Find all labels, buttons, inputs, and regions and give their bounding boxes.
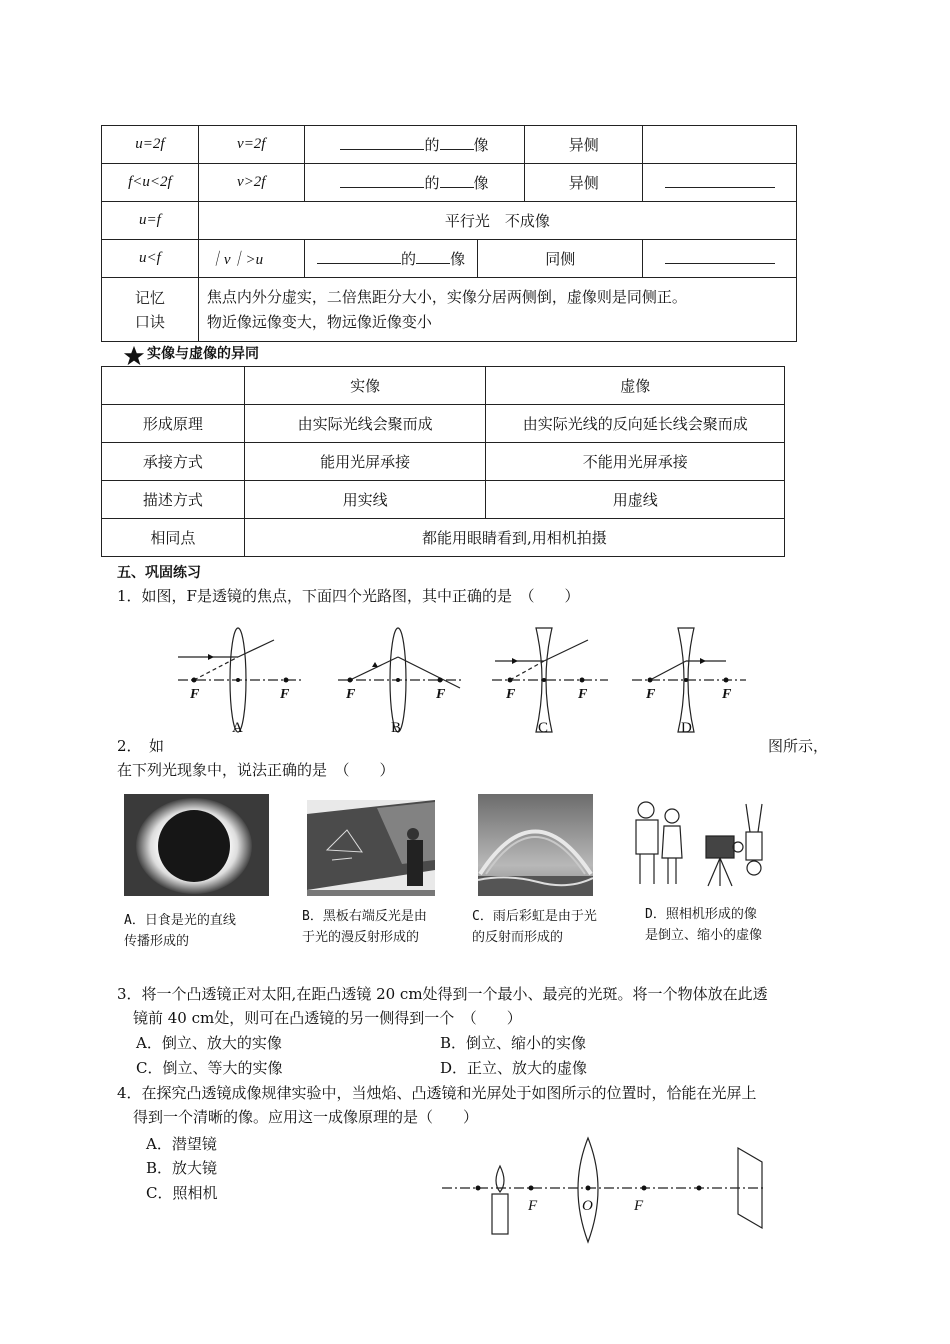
q2-option-a: A．日食是光的直线 传播形成的	[124, 913, 236, 949]
focus-label: F	[280, 687, 290, 702]
solar-eclipse-photo	[124, 794, 269, 896]
table-cell: 都能用眼睛看到,用相机拍摄	[244, 519, 784, 557]
question-1-text: 1．如图，F是透镜的焦点，下面四个光路图，其中正确的是 （ ）	[117, 587, 580, 605]
memo-content-cell: 焦点内外分虚实，二倍焦距分大小，实像分居两侧倒，虚像则是同侧正。 物近像远像变大，物远像近像变小	[198, 278, 796, 342]
image-property-cell: 的 像	[304, 164, 525, 202]
side-cell: 同侧	[478, 240, 643, 278]
optical-bench-diagram	[440, 1136, 780, 1246]
option-label: B	[391, 720, 402, 736]
q3-option-a: A．倒立、放大的实像	[136, 1034, 282, 1052]
application-cell	[643, 164, 797, 202]
table-cell: 用实线	[244, 481, 486, 519]
q2-option-c: C．雨后彩虹是由于光 的反射而形成的	[472, 909, 597, 945]
camera-cartoon	[628, 796, 768, 892]
section-heading-practice: 五、巩固练习	[117, 564, 201, 580]
question-4-line-2: 得到一个清晰的像。应用这一成像原理的是（ ）	[133, 1108, 479, 1126]
application-cell	[643, 126, 797, 164]
table-row	[102, 202, 797, 240]
focus-label: F	[506, 687, 516, 702]
q3-option-d: D．正立、放大的虚像	[440, 1059, 588, 1077]
question-3-line-2: 镜前 40 cm处，则可在凸透镜的另一侧得到一个 （ ）	[133, 1009, 522, 1027]
table-cell: 由实际光线的反向延长线会聚而成	[486, 405, 785, 443]
table-row	[102, 443, 785, 481]
image-distance-cell: v=2f	[198, 126, 304, 164]
question-2-text-left: 2． 如	[117, 737, 165, 755]
table-row	[102, 126, 797, 164]
option-label: A	[232, 720, 243, 736]
q4-option-c: C．照相机	[146, 1184, 218, 1202]
table-row	[102, 278, 797, 342]
table-cell: 由实际光线会聚而成	[244, 405, 486, 443]
application-cell	[643, 240, 797, 278]
side-cell: 异侧	[525, 126, 643, 164]
image-property-cell: 的 像	[304, 240, 478, 278]
focus-label: F	[190, 687, 200, 702]
focus-label: F	[646, 687, 656, 702]
focus-label: F	[578, 687, 588, 702]
object-distance-cell: u=f	[102, 202, 199, 240]
table-cell: 相同点	[102, 519, 245, 557]
q4-option-a: A．潜望镜	[146, 1135, 217, 1153]
image-property-cell: 的 像	[304, 126, 525, 164]
table-row	[102, 519, 785, 557]
q3-option-c: C．倒立、等大的实像	[136, 1059, 283, 1077]
image-distance-cell: ｜v｜>u	[198, 240, 304, 278]
object-distance-cell: u<f	[102, 240, 199, 278]
focus-label: F	[634, 1198, 644, 1214]
question-3-line-1: 3．将一个凸透镜正对太阳,在距凸透镜 20 cm处得到一个最小、最亮的光斑。将一个物体放在此透	[117, 985, 768, 1003]
question-2-text-right: 图所示，	[768, 737, 829, 755]
side-cell: 异侧	[525, 164, 643, 202]
table-cell: 描述方式	[102, 481, 245, 519]
merged-cell: 平行光 不成像	[198, 202, 796, 240]
table-row	[102, 367, 785, 405]
rainbow-photo	[478, 794, 593, 896]
question-4-line-1: 4．在探究凸透镜成像规律实验中，当烛焰、凸透镜和光屏处于如图所示的位置时，恰能在光屏上	[117, 1084, 757, 1102]
question-2-text: 在下列光现象中，说法正确的是 （ ）	[117, 761, 395, 779]
section-heading-real-virtual: 实像与虚像的异同	[123, 343, 259, 363]
memo-label-cell: 记忆 口诀	[102, 278, 199, 342]
header-cell: 虚像	[486, 367, 785, 405]
object-distance-cell: f<u<2f	[102, 164, 199, 202]
focus-label: F	[346, 687, 356, 702]
q4-option-b: B．放大镜	[146, 1159, 218, 1177]
real-virtual-table	[101, 366, 785, 557]
option-label: D	[681, 720, 692, 736]
star-icon	[123, 345, 145, 367]
table-row	[102, 481, 785, 519]
table-row	[102, 164, 797, 202]
q1-ray-diagrams	[170, 618, 770, 738]
table-cell: 形成原理	[102, 405, 245, 443]
object-distance-cell: u=2f	[102, 126, 199, 164]
lens-imaging-table	[101, 125, 797, 342]
table-row	[102, 405, 785, 443]
focus-label: F	[722, 687, 732, 702]
table-cell: 不能用光屏承接	[486, 443, 785, 481]
table-row	[102, 240, 797, 278]
image-distance-cell: v>2f	[198, 164, 304, 202]
q3-option-b: B．倒立、缩小的实像	[440, 1034, 587, 1052]
table-cell: 能用光屏承接	[244, 443, 486, 481]
table-cell: 用虚线	[486, 481, 785, 519]
header-cell	[102, 367, 245, 405]
table-cell: 承接方式	[102, 443, 245, 481]
focus-label: F	[436, 687, 446, 702]
option-label: C	[538, 720, 549, 736]
q2-option-b: B．黑板右端反光是由 于光的漫反射形成的	[302, 909, 427, 945]
blackboard-photo	[307, 800, 435, 896]
header-cell: 实像	[244, 367, 486, 405]
q2-option-d: D．照相机形成的像 是倒立、缩小的虚像	[645, 907, 763, 943]
focus-label: F	[528, 1198, 538, 1214]
optical-center-label: O	[582, 1198, 593, 1214]
